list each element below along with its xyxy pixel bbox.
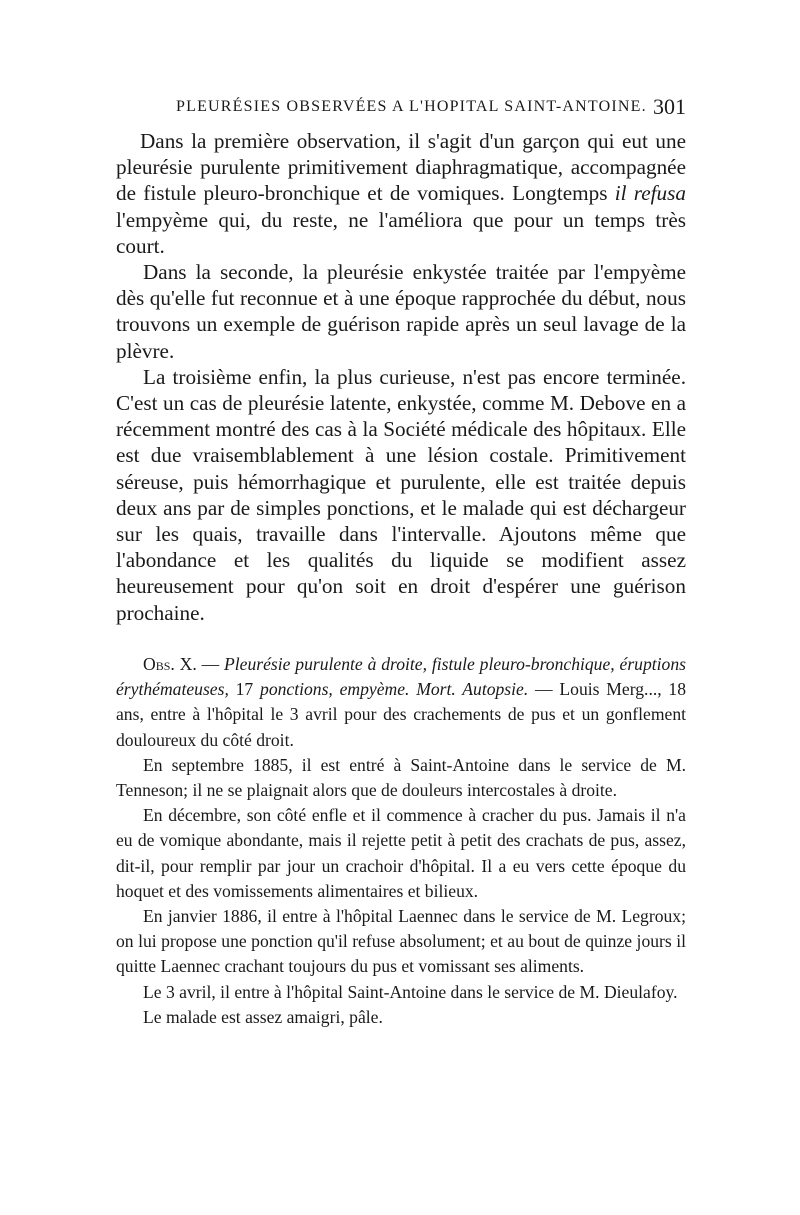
observation-paragraph-1: En septembre 1885, il est entré à Saint-Antoine dans le service de M. Tenneson; il ne se plaignait alors que de douleurs intercostales à droite. — [116, 754, 686, 801]
paragraph-1-text-b: l'empyème qui, du reste, ne l'améliora que pour un temps très court. — [116, 207, 686, 258]
running-title: PLEURÉSIES OBSERVÉES A L'HOPITAL SAINT-ANTOINE. — [176, 98, 647, 115]
observation-paragraph-3: En janvier 1886, il entre à l'hôpital Laennec dans le service de M. Legroux; on lui propose une ponction qu'il refuse absolument; et au bout de quinze jours il quitte Laennec crachant toujours du pus et vomissant ses aliments. — [116, 906, 686, 977]
observation-section — [116, 652, 686, 1030]
observation-label: Obs. X. — [143, 654, 197, 674]
observation-dash: — — [196, 654, 225, 674]
main-text — [116, 128, 686, 626]
paragraph-3: La troisième enfin, la plus curieuse, n'est pas encore terminée. C'est un cas de pleurésie latente, enkystée, comme M. Debove en a récemment montré des cas à la Société médicale des hôpitaux. Elle est due vraisemblablement à une lésion costale. Primitivement séreuse, puis hémorrhagique et purulente, elle est traitée depuis deux ans par de simples ponctions, et le malade qui est déchargeur sur les quais, travaille dans l'intervalle. Ajoutons même que l'abondance et les qualités du liquide se modifient assez heureusement pour qu'on soit en droit d'espérer une guérison prochaine. — [116, 364, 686, 625]
running-header — [116, 96, 686, 124]
observation-title-2: ponctions, empyème. Mort. Autopsie. — [260, 679, 529, 700]
observation-title: Pleurésie purulente à droite, fistule pleuro-bronchique, éruptions érythémateuses, — [116, 654, 686, 700]
paragraph-1-text-a: Dans la première observation, il s'agit d'un garçon qui eut une pleurésie purulente primitivement diaphragmatique, accompagnée de fistule pleuro-bronchique et de vomiques. Longtemps — [116, 129, 686, 206]
paragraph-1-emphasis: il refusa — [614, 181, 686, 206]
paragraph-2: Dans la seconde, la pleurésie enkystée traitée par l'empyème dès qu'elle fut reconnue et à une époque rapprochée du début, nous trouvons un exemple de guérison rapide après un seul lavage de la plèvre. — [116, 260, 686, 363]
observation-intro: — Louis Merg..., 18 ans, entre à l'hôpital le 3 avril pour des crachements de pus et un gonflement douloureux du côté droit. — [116, 679, 687, 750]
paragraph-1 — [116, 128, 686, 259]
observation-paragraph-5: Le malade est assez amaigri, pâle. — [143, 1006, 383, 1027]
observation-paragraph-2: En décembre, son côté enfle et il commence à cracher du pus. Jamais il n'a eu de vomique abondante, mais il rejette petit à petit des crachats de pus, assez, dit-il, pour remplir par jour un crachoir d'hôpital. Il a eu vers cette époque du hoquet et des vomissements alimentaires et bilieux. — [116, 805, 686, 901]
observation-paragraph-4: Le 3 avril, il entre à l'hôpital Saint-Antoine dans le service de M. Dieulafoy. — [143, 981, 678, 1002]
observation-count: 17 — [228, 679, 261, 700]
observation-heading — [116, 652, 686, 753]
page-number: 301 — [653, 94, 686, 119]
